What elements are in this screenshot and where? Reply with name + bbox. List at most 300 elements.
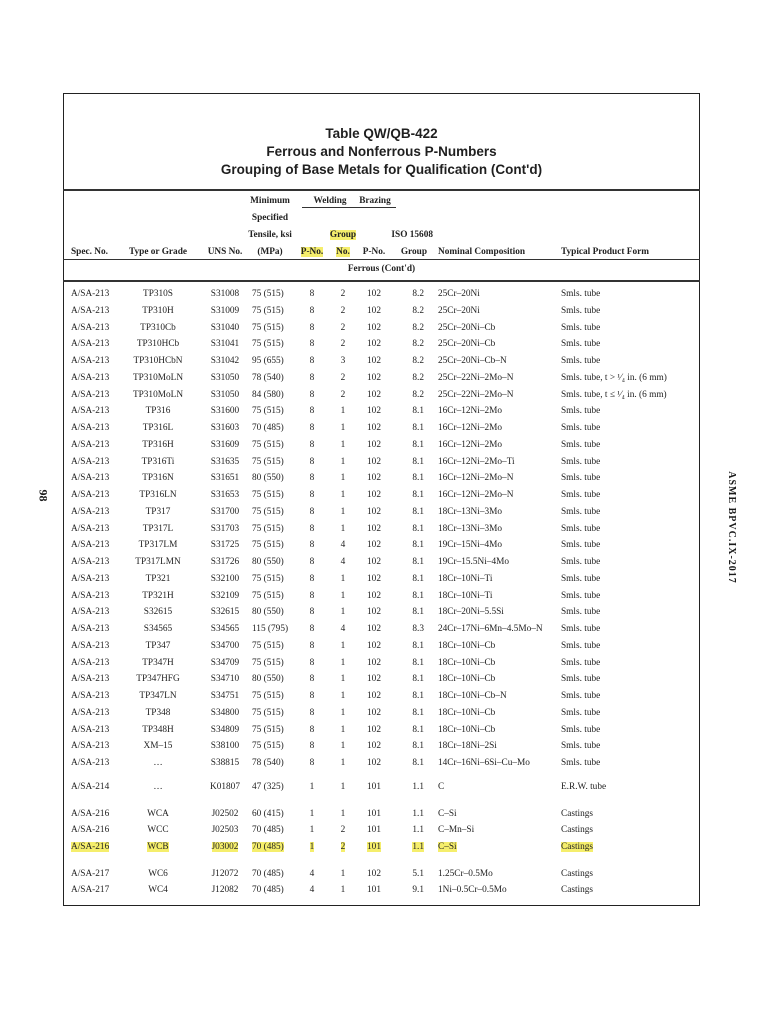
cell-tensile-text: 75 (515) [252,640,284,651]
cell-tensile [252,588,302,605]
cell-uns-no [205,403,245,420]
cell-brazing-p-no-text: 101 [367,885,381,895]
cell-spec-no [71,839,126,856]
cell-spec-no-text: A/SA-217 [71,869,110,879]
cell-group-no-text: 2 [340,339,346,350]
cell-brazing-p-no-text: 102 [367,640,381,651]
cell-type-or-grade [123,671,193,688]
cell-group-no [333,722,353,739]
cell-product-form [561,437,696,454]
cell-product-form-text: Smls. tube, t > ¹⁄₄ in. (6 mm) [561,372,667,383]
cell-spec-no [71,688,126,705]
cell-uns-no-text: S31635 [210,456,240,467]
cell-tensile [252,822,302,839]
cell-brazing-p-no-text: 102 [367,439,381,450]
cell-iso-group-text: 8.1 [412,657,424,668]
cell-iso-group-text: 8.1 [412,724,424,735]
cell-uns-no-text: S31600 [210,406,240,417]
cell-brazing-p-no [362,571,386,588]
cell-uns-no-text: J02502 [211,809,239,819]
cell-iso-group-text: 8.1 [412,674,424,685]
cell-group-no [333,671,353,688]
cell-type-or-grade-text: TP310MoLN [132,389,184,400]
cell-p-no-text: 8 [309,289,315,299]
cell-spec-no [71,779,126,796]
cell-spec-no-text: A/SA-213 [71,439,110,450]
cell-brazing-p-no [362,688,386,705]
cell-tensile [252,487,302,504]
cell-spec-no [71,437,126,454]
cell-spec-no [71,387,126,404]
cell-brazing-p-no-text: 102 [367,724,381,735]
header-tensile-4: (MPa) [257,247,283,257]
cell-product-form-text: Castings [561,809,594,819]
cell-spec-no [71,336,126,353]
cell-iso-group [400,655,424,672]
cell-product-form-text: E.R.W. tube [561,782,607,792]
cell-spec-no [71,738,126,755]
cell-group-no [333,738,353,755]
cell-tensile-text: 70 (485) [252,869,284,879]
cell-type-or-grade-text: TP316LN [139,490,177,500]
cell-nominal-composition [438,487,558,504]
cell-uns-no [205,806,245,823]
cell-product-form [561,806,696,823]
cell-tensile-text: 75 (515) [252,322,284,333]
cell-iso-group-text: 8.1 [412,691,424,701]
cell-iso-group-text: 8.1 [412,456,424,467]
cell-uns-no [205,554,245,571]
cell-product-form-text: Smls. tube [561,707,601,718]
header-group-no-2 [328,245,358,260]
cell-product-form-text: Smls. tube [561,557,601,567]
cell-spec-no [71,470,126,487]
cell-type-or-grade-text: TP321H [142,590,174,601]
cell-iso-group-text: 8.1 [412,607,424,618]
header-nominal-composition: Nominal Composition [438,247,526,257]
cell-brazing-p-no [362,822,386,839]
cell-spec-no [71,705,126,722]
cell-nominal-composition [438,688,558,705]
cell-uns-no-text: S38100 [210,741,240,752]
cell-type-or-grade-text: … [153,782,163,792]
cell-spec-no-text: A/SA-213 [71,289,110,299]
cell-nominal-composition [438,537,558,554]
cell-uns-no-text: S32615 [210,607,240,618]
cell-brazing-p-no [362,353,386,370]
header-p-no-welding [297,245,327,260]
cell-type-or-grade-text: WC6 [148,869,168,879]
cell-nominal-composition [438,621,558,638]
cell-uns-no [205,688,245,705]
cell-iso-group [400,806,424,823]
cell-uns-no [205,504,245,521]
cell-tensile [252,779,302,796]
cell-tensile [252,470,302,487]
cell-group-no [333,779,353,796]
cell-group-no-text: 4 [340,540,346,551]
header-spec-no: Spec. No. [71,247,108,257]
cell-group-no-text: 1 [340,406,346,417]
cell-spec-no-text: A/SA-213 [71,607,110,618]
cell-nominal-composition [438,839,558,856]
cell-spec-no-text: A/SA-213 [71,423,110,433]
cell-iso-group-text: 8.1 [412,758,424,768]
cell-product-form-text: Smls. tube [561,674,601,685]
header-brazing: Brazing [359,196,391,206]
cell-group-no-text: 1 [340,809,346,819]
cell-uns-no-text: S38815 [210,758,240,768]
cell-nominal-composition-text: 16Cr–12Ni–2Mo–Ti [438,456,515,467]
cell-type-or-grade [123,604,193,621]
cell-p-no-text: 8 [309,423,315,433]
cell-type-or-grade [123,487,193,504]
cell-iso-group [400,370,424,387]
cell-brazing-p-no-text: 102 [367,741,381,752]
cell-p-no-text: 1 [309,782,315,792]
cell-type-or-grade [123,470,193,487]
cell-uns-no-text: S34800 [210,707,240,718]
cell-group-no-text: 1 [340,707,346,718]
cell-product-form-text: Smls. tube [561,607,601,618]
cell-uns-no [205,286,245,303]
cell-spec-no-text: A/SA-216 [71,825,110,835]
cell-type-or-grade-text: TP316 [145,406,171,417]
cell-nominal-composition [438,638,558,655]
cell-nominal-composition [438,420,558,437]
cell-nominal-composition-text: 16Cr–12Ni–2Mo–N [438,490,514,500]
cell-type-or-grade [123,588,193,605]
cell-tensile [252,504,302,521]
cell-iso-group-text: 8.2 [412,372,424,383]
cell-type-or-grade [123,655,193,672]
cell-brazing-p-no [362,738,386,755]
cell-spec-no [71,403,126,420]
cell-spec-no-text: A/SA-213 [71,356,110,366]
running-head-text: ASME BPVC.IX-2017 [725,470,737,584]
cell-spec-no-text: A/SA-216 [71,809,110,819]
cell-group-no-text: 2 [340,389,346,400]
cell-product-form-text: Smls. tube [561,439,601,450]
cell-product-form [561,336,696,353]
cell-p-no [302,866,322,883]
cell-brazing-p-no-text: 102 [367,473,381,484]
cell-brazing-p-no [362,806,386,823]
cell-group-no [333,521,353,538]
cell-group-no [333,487,353,504]
cell-product-form-text: Smls. tube [561,573,601,584]
cell-brazing-p-no [362,470,386,487]
cell-tensile-text: 75 (515) [252,439,284,450]
header-group-no-1 [328,228,358,243]
cell-type-or-grade [123,738,193,755]
cell-iso-group-text: 9.1 [412,885,424,895]
cell-group-no [333,655,353,672]
cell-type-or-grade-text: TP310HCbN [133,356,183,366]
cell-type-or-grade-text: TP316N [142,473,174,484]
cell-type-or-grade-text: TP317LM [138,540,178,551]
cell-brazing-p-no-text: 102 [367,372,381,383]
cell-uns-no-text: S31725 [210,540,240,551]
cell-p-no [302,487,322,504]
cell-spec-no [71,671,126,688]
cell-spec-no-text: A/SA-213 [71,372,110,383]
cell-group-no [333,688,353,705]
cell-p-no-text: 8 [309,439,315,450]
cell-iso-group [400,882,424,899]
cell-type-or-grade-text: S34565 [143,624,173,634]
cell-p-no-text: 8 [309,356,315,366]
header-p-no-welding-text: P-No. [300,247,324,257]
header-tensile-3: Tensile, ksi [248,230,292,240]
cell-product-form-text: Smls. tube [561,490,601,500]
cell-brazing-p-no-text: 102 [367,624,381,634]
cell-uns-no-text: S34709 [210,657,240,668]
cell-product-form [561,638,696,655]
cell-nominal-composition-text: 16Cr–12Ni–2Mo [438,406,503,417]
cell-p-no [302,738,322,755]
cell-nominal-composition-text: 18Cr–10Ni–Cb [438,724,496,735]
cell-uns-no [205,303,245,320]
cell-p-no-text: 8 [309,640,315,651]
cell-p-no-text: 8 [309,473,315,484]
cell-uns-no [205,588,245,605]
cell-type-or-grade-text: TP348H [142,724,174,735]
cell-type-or-grade [123,370,193,387]
cell-product-form-text: Smls. tube [561,624,601,634]
cell-group-no-text: 4 [340,557,346,567]
cell-p-no-text: 8 [309,305,315,316]
cell-p-no [302,336,322,353]
cell-tensile [252,320,302,337]
cell-product-form-text: Smls. tube, t ≤ ¹⁄₄ in. (6 mm) [561,389,667,400]
cell-brazing-p-no [362,554,386,571]
cell-spec-no-text: A/SA-213 [71,691,110,701]
cell-p-no [302,655,322,672]
cell-nominal-composition-text: 25Cr–20Ni–Cb–N [438,356,507,366]
cell-type-or-grade [123,387,193,404]
cell-spec-no [71,882,126,899]
cell-uns-no-text: S31041 [210,339,240,350]
cell-iso-group-text: 8.1 [412,523,424,534]
header-type-or-grade: Type or Grade [128,247,187,257]
cell-tensile [252,286,302,303]
cell-product-form-text: Castings [561,842,594,852]
cell-p-no-text: 4 [309,869,315,879]
cell-product-form [561,470,696,487]
cell-product-form [561,738,696,755]
cell-brazing-p-no-text: 102 [367,423,381,433]
cell-iso-group [400,521,424,538]
cell-iso-group-text: 8.1 [412,741,424,752]
cell-nominal-composition-text: 18Cr–18Ni–2Si [438,741,497,752]
cell-iso-group-text: 8.3 [412,624,424,634]
cell-iso-group-text: 8.1 [412,490,424,500]
cell-iso-group [400,588,424,605]
cell-iso-group-text: 5.1 [412,869,424,879]
cell-product-form [561,303,696,320]
cell-iso-group-text: 1.1 [412,809,424,819]
cell-product-form-text: Smls. tube [561,423,601,433]
cell-iso-group-text: 8.1 [412,423,424,433]
cell-tensile [252,554,302,571]
cell-type-or-grade [123,705,193,722]
cell-nominal-composition-text: C–Si [438,809,457,819]
cell-group-no-text: 1 [340,758,346,768]
cell-tensile-text: 75 (515) [252,691,284,701]
cell-nominal-composition [438,866,558,883]
cell-p-no [302,454,322,471]
cell-iso-group [400,738,424,755]
cell-uns-no [205,487,245,504]
cell-nominal-composition [438,437,558,454]
cell-uns-no [205,621,245,638]
cell-product-form [561,504,696,521]
cell-brazing-p-no-text: 102 [367,657,381,668]
cell-iso-group [400,638,424,655]
cell-tensile-text: 75 (515) [252,339,284,350]
cell-type-or-grade-text: TP347H [142,657,174,668]
cell-brazing-p-no-text: 102 [367,540,381,551]
cell-p-no [302,588,322,605]
cell-brazing-p-no [362,705,386,722]
cell-nominal-composition [438,521,558,538]
cell-product-form [561,571,696,588]
cell-group-no-text: 4 [340,624,346,634]
cell-nominal-composition [438,722,558,739]
cell-brazing-p-no [362,882,386,899]
cell-spec-no [71,353,126,370]
cell-tensile-text: 78 (540) [252,372,284,383]
header-tensile-1: Minimum [250,196,290,206]
cell-brazing-p-no-text: 101 [367,842,381,852]
cell-tensile [252,806,302,823]
cell-tensile-text: 75 (515) [252,456,284,467]
cell-uns-no-text: J12072 [211,869,239,879]
cell-tensile [252,638,302,655]
cell-tensile-text: 75 (515) [252,707,284,718]
cell-product-form [561,454,696,471]
cell-product-form [561,588,696,605]
cell-product-form [561,839,696,856]
cell-brazing-p-no [362,671,386,688]
cell-type-or-grade [123,554,193,571]
cell-type-or-grade [123,755,193,772]
cell-nominal-composition [438,387,558,404]
cell-spec-no-text: A/SA-214 [71,782,110,792]
page-number [28,480,58,510]
cell-spec-no-text: A/SA-213 [71,540,110,551]
cell-type-or-grade [123,353,193,370]
cell-tensile-text: 75 (515) [252,657,284,668]
cell-spec-no-text: A/SA-213 [71,590,110,601]
page-number-text: 98 [36,489,51,501]
cell-tensile [252,303,302,320]
cell-iso-group [400,286,424,303]
cell-type-or-grade-text: TP321 [145,573,171,584]
cell-brazing-p-no [362,722,386,739]
cell-tensile-text: 115 (795) [252,624,289,634]
cell-product-form-text: Smls. tube [561,356,601,366]
cell-iso-group [400,504,424,521]
cell-product-form-text: Smls. tube [561,523,601,534]
cell-p-no-text: 1 [309,825,315,835]
cell-tensile [252,454,302,471]
cell-iso-group-text: 8.1 [412,406,424,417]
cell-tensile-text: 60 (415) [252,809,284,819]
cell-group-no [333,437,353,454]
cell-iso-group-text: 8.1 [412,707,424,718]
section-label: Ferrous (Cont'd) [347,264,416,274]
cell-product-form-text: Smls. tube [561,724,601,735]
cell-product-form [561,286,696,303]
cell-type-or-grade [123,437,193,454]
cell-brazing-p-no [362,437,386,454]
cell-product-form [561,671,696,688]
cell-group-no [333,387,353,404]
cell-brazing-p-no-text: 102 [367,456,381,467]
cell-tensile-text: 75 (515) [252,523,284,534]
cell-type-or-grade-text: WCC [147,825,169,835]
cell-uns-no [205,537,245,554]
cell-nominal-composition [438,655,558,672]
cell-uns-no [205,320,245,337]
cell-tensile [252,336,302,353]
cell-p-no-text: 1 [309,842,315,852]
cell-product-form [561,866,696,883]
cell-nominal-composition [438,705,558,722]
cell-uns-no [205,671,245,688]
cell-p-no [302,571,322,588]
header-uns-no: UNS No. [207,247,243,257]
cell-spec-no [71,638,126,655]
cell-group-no [333,353,353,370]
cell-group-no-text: 3 [340,356,346,366]
cell-spec-no [71,504,126,521]
cell-brazing-p-no-text: 102 [367,356,381,366]
cell-type-or-grade [123,521,193,538]
cell-product-form [561,370,696,387]
cell-tensile [252,521,302,538]
cell-brazing-p-no-text: 102 [367,758,381,768]
cell-nominal-composition [438,303,558,320]
cell-type-or-grade-text: TP310S [143,289,173,299]
cell-iso-group-text: 8.1 [412,573,424,584]
cell-group-no-text: 1 [340,456,346,467]
cell-type-or-grade-text: TP316L [142,423,174,433]
cell-type-or-grade [123,403,193,420]
cell-p-no [302,370,322,387]
cell-nominal-composition [438,822,558,839]
cell-iso-group [400,571,424,588]
cell-product-form-text: Smls. tube [561,640,601,651]
cell-iso-group [400,671,424,688]
cell-uns-no-text: S34710 [210,674,240,685]
cell-uns-no-text: S31700 [210,506,240,517]
cell-brazing-p-no [362,779,386,796]
cell-tensile-text: 47 (325) [252,782,284,792]
cell-nominal-composition-text: 18Cr–10Ni–Ti [438,573,493,584]
cell-group-no [333,320,353,337]
cell-uns-no [205,454,245,471]
cell-nominal-composition-text: 16Cr–12Ni–2Mo [438,439,503,450]
cell-product-form [561,688,696,705]
cell-brazing-p-no-text: 102 [367,607,381,618]
cell-p-no-text: 8 [309,557,315,567]
cell-type-or-grade [123,839,193,856]
cell-tensile [252,604,302,621]
cell-p-no [302,621,322,638]
